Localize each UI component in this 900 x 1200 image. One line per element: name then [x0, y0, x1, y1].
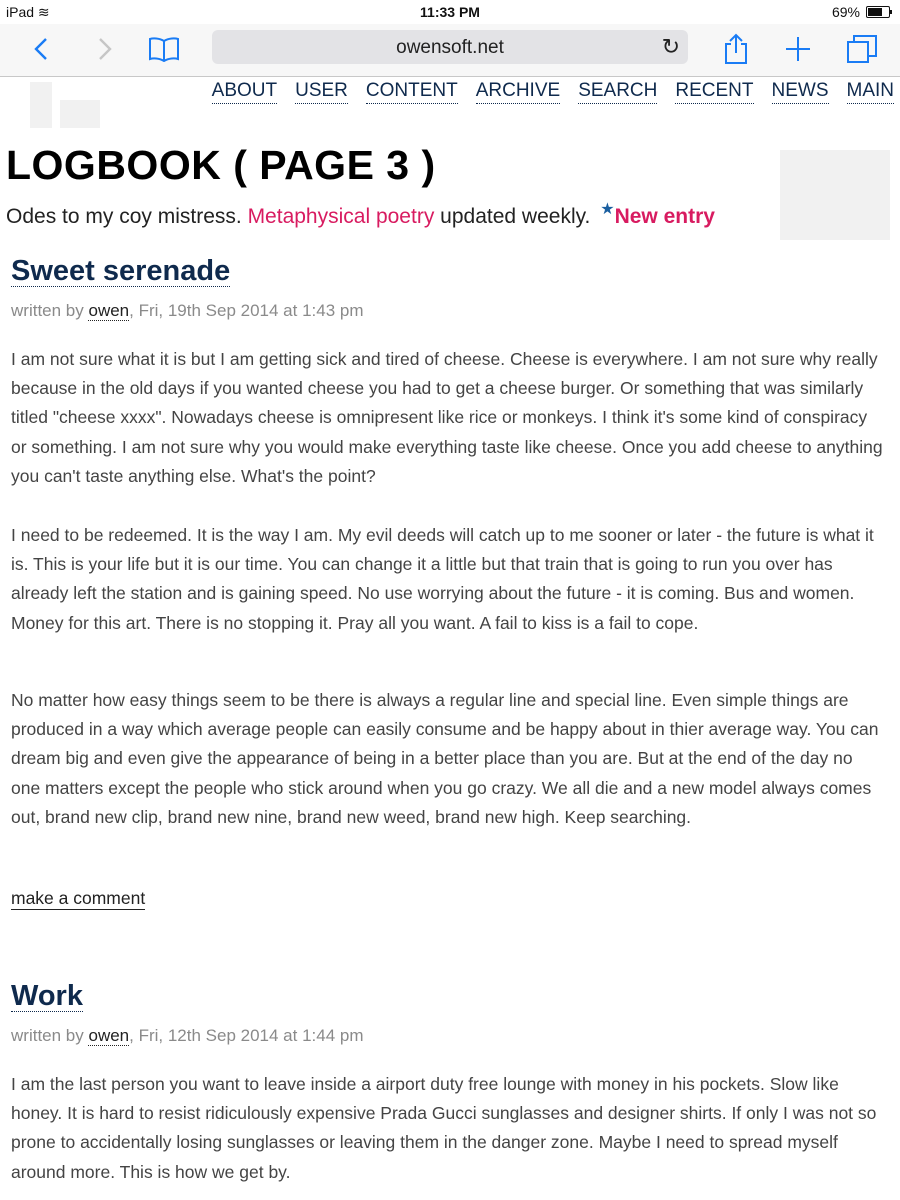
post-paragraph: I need to be redeemed. It is the way I am. My evil deeds will catch up to me sooner or later - the future is what it is. This is your life but it is our time. You can change it a little but that train that is going to run you over has already left the station and is gaining speed. No use worrying about the future - it is coming. Bus and women. Money for this art. There is no stopping it. Pray all you want. A fail to kiss is a fail to cope. — [11, 525, 874, 633]
browser-toolbar — [0, 24, 900, 77]
new-entry-link[interactable]: New entry — [614, 205, 715, 228]
nav-about[interactable]: ABOUT — [212, 80, 277, 104]
nav-archive[interactable]: ARCHIVE — [476, 80, 560, 104]
post-paragraph: I am the last person you want to leave inside a airport duty free lounge with money in his pockets. Slow like honey. It is hard to resist ridiculously expensive Prada Gucci sunglasses and designer shirts. If only I was not so prone to accidentally losing sunglasses or leaving them in the danger zone. Maybe I need to spread myself around more. This is how we get by. — [11, 1074, 877, 1182]
background-decoration — [60, 100, 100, 128]
tagline — [6, 201, 715, 229]
byline-prefix: written by — [11, 301, 84, 320]
reload-icon[interactable]: ↻ — [661, 34, 680, 59]
status-time: 11:33 PM — [420, 4, 480, 20]
post-date: , Fri, 12th Sep 2014 at 1:44 pm — [129, 1026, 364, 1045]
star-icon: ★ — [600, 201, 615, 218]
post-paragraph: No matter how easy things seem to be there is always a regular line and special line. Even simple things are produced in a way which average people can easily consume and be happy about in thier average way. You can dream big and even give the appearance of being in a better place than you are. But at the end of the day no one matters except the people who stick around when you go crazy. We all die and a new model always comes out, brand new clip, brand new nine, brand new weed, brand new high. Keep searching. — [11, 690, 879, 827]
battery-icon — [866, 6, 890, 18]
book-icon — [148, 36, 180, 62]
nav-main[interactable]: MAIN — [847, 80, 895, 104]
forward-button[interactable] — [92, 30, 118, 68]
nav-search[interactable]: SEARCH — [578, 80, 657, 104]
bookmarks-button[interactable] — [146, 30, 182, 68]
background-decoration — [780, 150, 890, 240]
page-title: LOGBOOK ( PAGE 3 ) — [6, 142, 436, 188]
share-icon — [723, 33, 749, 65]
address-bar[interactable] — [212, 30, 688, 64]
tabs-button[interactable] — [844, 30, 880, 68]
post-title[interactable]: Work — [11, 980, 83, 1012]
site-nav — [212, 80, 894, 104]
plus-icon — [785, 36, 811, 62]
chevron-right-icon — [98, 37, 112, 61]
nav-content[interactable]: CONTENT — [366, 80, 458, 104]
nav-user[interactable]: USER — [295, 80, 348, 104]
wifi-icon: ≋ — [37, 4, 50, 20]
status-bar — [0, 0, 900, 24]
new-tab-button[interactable] — [782, 30, 814, 68]
metaphysical-poetry-link[interactable]: Metaphysical poetry — [247, 205, 435, 228]
post-paragraph: I am not sure what it is but I am getting sick and tired of cheese. Cheese is everywhere. I am not sure why really because in the old days if you wanted cheese you had to get a cheese burger. Or something that was similarly titled "cheese xxxx". Nowadays cheese is omnipresent like rice or monkeys. I think it's some kind of conspiracy or something. I am not sure why you would make everything taste like cheese. Once you add cheese to anything you can't taste anything else. What's the point? — [11, 349, 883, 486]
make-comment-link[interactable]: make a comment — [11, 888, 146, 908]
post-date: , Fri, 19th Sep 2014 at 1:43 pm — [129, 301, 364, 320]
nav-recent[interactable]: RECENT — [675, 80, 753, 104]
post-byline — [11, 1026, 364, 1046]
device-label: iPad ≋ — [6, 4, 50, 20]
battery-percent: 69% — [831, 4, 860, 20]
byline-prefix: written by — [11, 1026, 84, 1045]
back-button[interactable] — [28, 30, 54, 68]
share-button[interactable] — [720, 30, 752, 68]
tagline-text: Odes to my coy mistress. — [6, 205, 242, 228]
author-link[interactable]: owen — [88, 301, 130, 320]
post-title[interactable]: Sweet serenade — [11, 255, 231, 287]
post-byline — [11, 301, 364, 321]
author-link[interactable]: owen — [88, 1026, 130, 1045]
background-decoration — [30, 82, 52, 128]
tagline-text-end: updated weekly. — [440, 205, 591, 228]
nav-news[interactable]: NEWS — [772, 80, 829, 104]
url-text: owensoft.net — [396, 37, 504, 58]
tabs-icon — [846, 34, 878, 64]
chevron-left-icon — [34, 37, 48, 61]
